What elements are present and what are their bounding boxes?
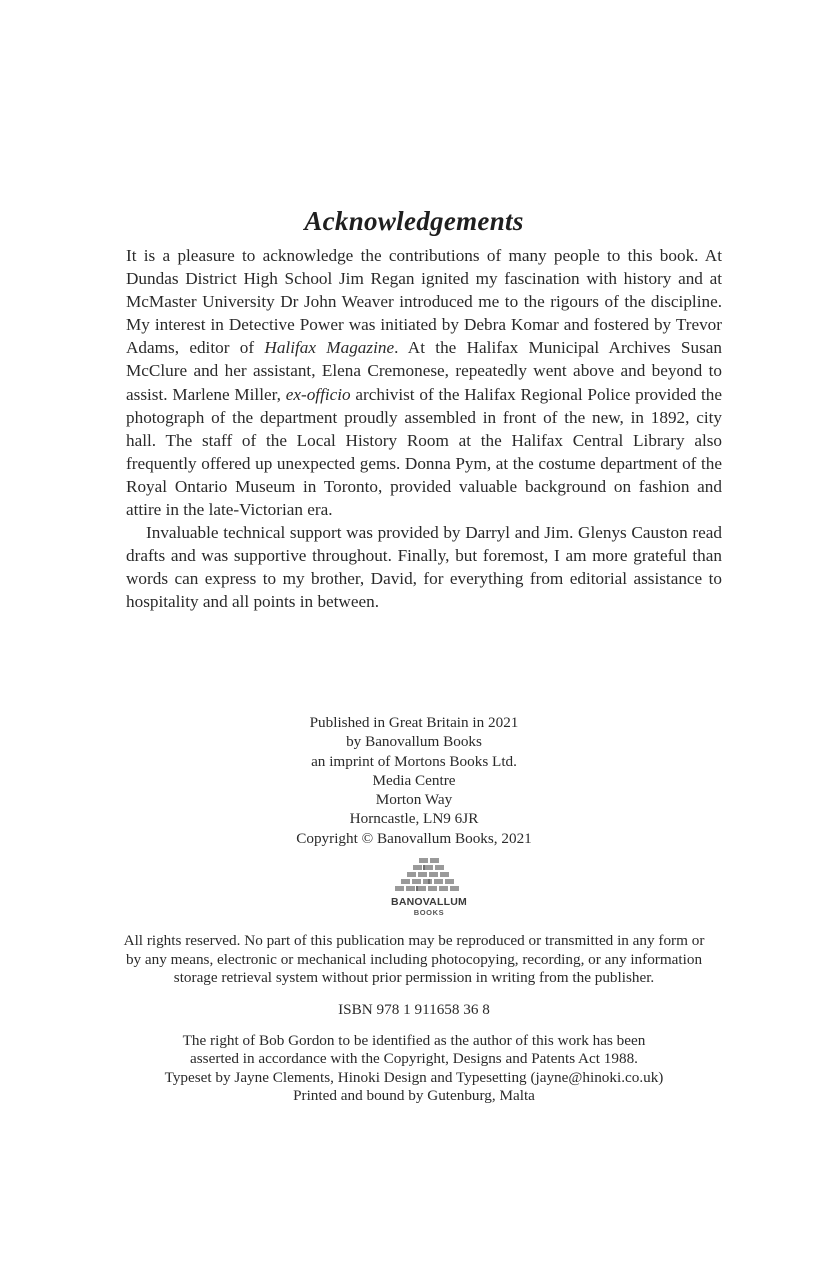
- imprint-line: Published in Great Britain in 2021: [309, 714, 519, 731]
- acknowledgements-paragraph-2: Invaluable technical support was provided by Darryl and Jim. Glenys Causton read drafts and was supportive throughout. Finally, but foremost, I am more grateful than words can express to my brother, David, for everything from editorial assistance to hospitality and all points in between.: [126, 523, 722, 612]
- rights-notice: All rights reserved. No part of this publication may be reproduced or transmitted in any form or by any means, electronic or mechanical including photocopying, recording, or any information storage retrieval system without prior permission in writing from the publisher.: [123, 932, 705, 987]
- imprint-line: an imprint of Mortons Books Ltd.: [311, 752, 517, 770]
- publisher-logo: [379, 856, 479, 922]
- imprint-line: Morton Way: [375, 791, 453, 809]
- brick-tower-icon: [379, 856, 479, 898]
- imprint-line: by Banovallum Books: [346, 733, 482, 751]
- page-title: Acknowledgements: [304, 206, 524, 236]
- ack-p1-italic-term: ex-officio: [285, 384, 351, 404]
- logo-subtitle: BOOKS: [413, 908, 445, 917]
- imprint-line: Copyright © Banovallum Books, 2021: [296, 829, 532, 847]
- imprint-line: Horncastle, LN9 6JR: [349, 810, 479, 828]
- logo-wordmark: BANOVALLUM: [391, 896, 467, 908]
- credits-block: [0, 1032, 828, 1106]
- imprint-block: [0, 713, 828, 848]
- ack-p1-text-1: It is a pleasure to acknowledge the contributions of many people to this book. At Dundas District High School Jim Regan ignited my fascination with history and at McMaster University Dr John Weaver introduced me to the rigours of the discipline. My interest in Detective Power was initiated by Debra Komar and fostered by Trevor Adams, editor of: [126, 246, 722, 358]
- credits-line: Printed and bound by Gutenburg, Malta: [293, 1087, 535, 1105]
- acknowledgements-paragraph-1: [126, 244, 722, 521]
- credits-line: asserted in accordance with the Copyright, Designs and Patents Act 1988.: [190, 1050, 638, 1068]
- imprint-line: Media Centre: [372, 771, 456, 789]
- credits-line: The right of Bob Gordon to be identified as the author of this work has been: [182, 1032, 646, 1049]
- ack-p1-text-2: . At the Halifax Municipal Archives Susan McClure and her assistant, Elena Cremonese, repeatedly went above and beyond to assist. Marlene Miller,: [126, 338, 722, 404]
- isbn: ISBN 978 1 911658 36 8: [338, 1001, 490, 1018]
- ack-p1-italic-title: Halifax Magazine: [264, 338, 395, 358]
- credits-line: Typeset by Jayne Clements, Hinoki Design and Typesetting (jayne@hinoki.co.uk): [164, 1068, 664, 1086]
- acknowledgements-body: [126, 244, 722, 614]
- ack-p1-text-3: archivist of the Halifax Regional Police provided the photograph of the department proudly assembled in front of the new, in 1892, city hall. The staff of the Local History Room at the Halifax Central Library also frequently offered up unexpected gems. Donna Pym, at the costume department of the Royal Ontario Museum in Toronto, provided valuable background on fashion and attire in the late-Victorian era.: [126, 384, 722, 520]
